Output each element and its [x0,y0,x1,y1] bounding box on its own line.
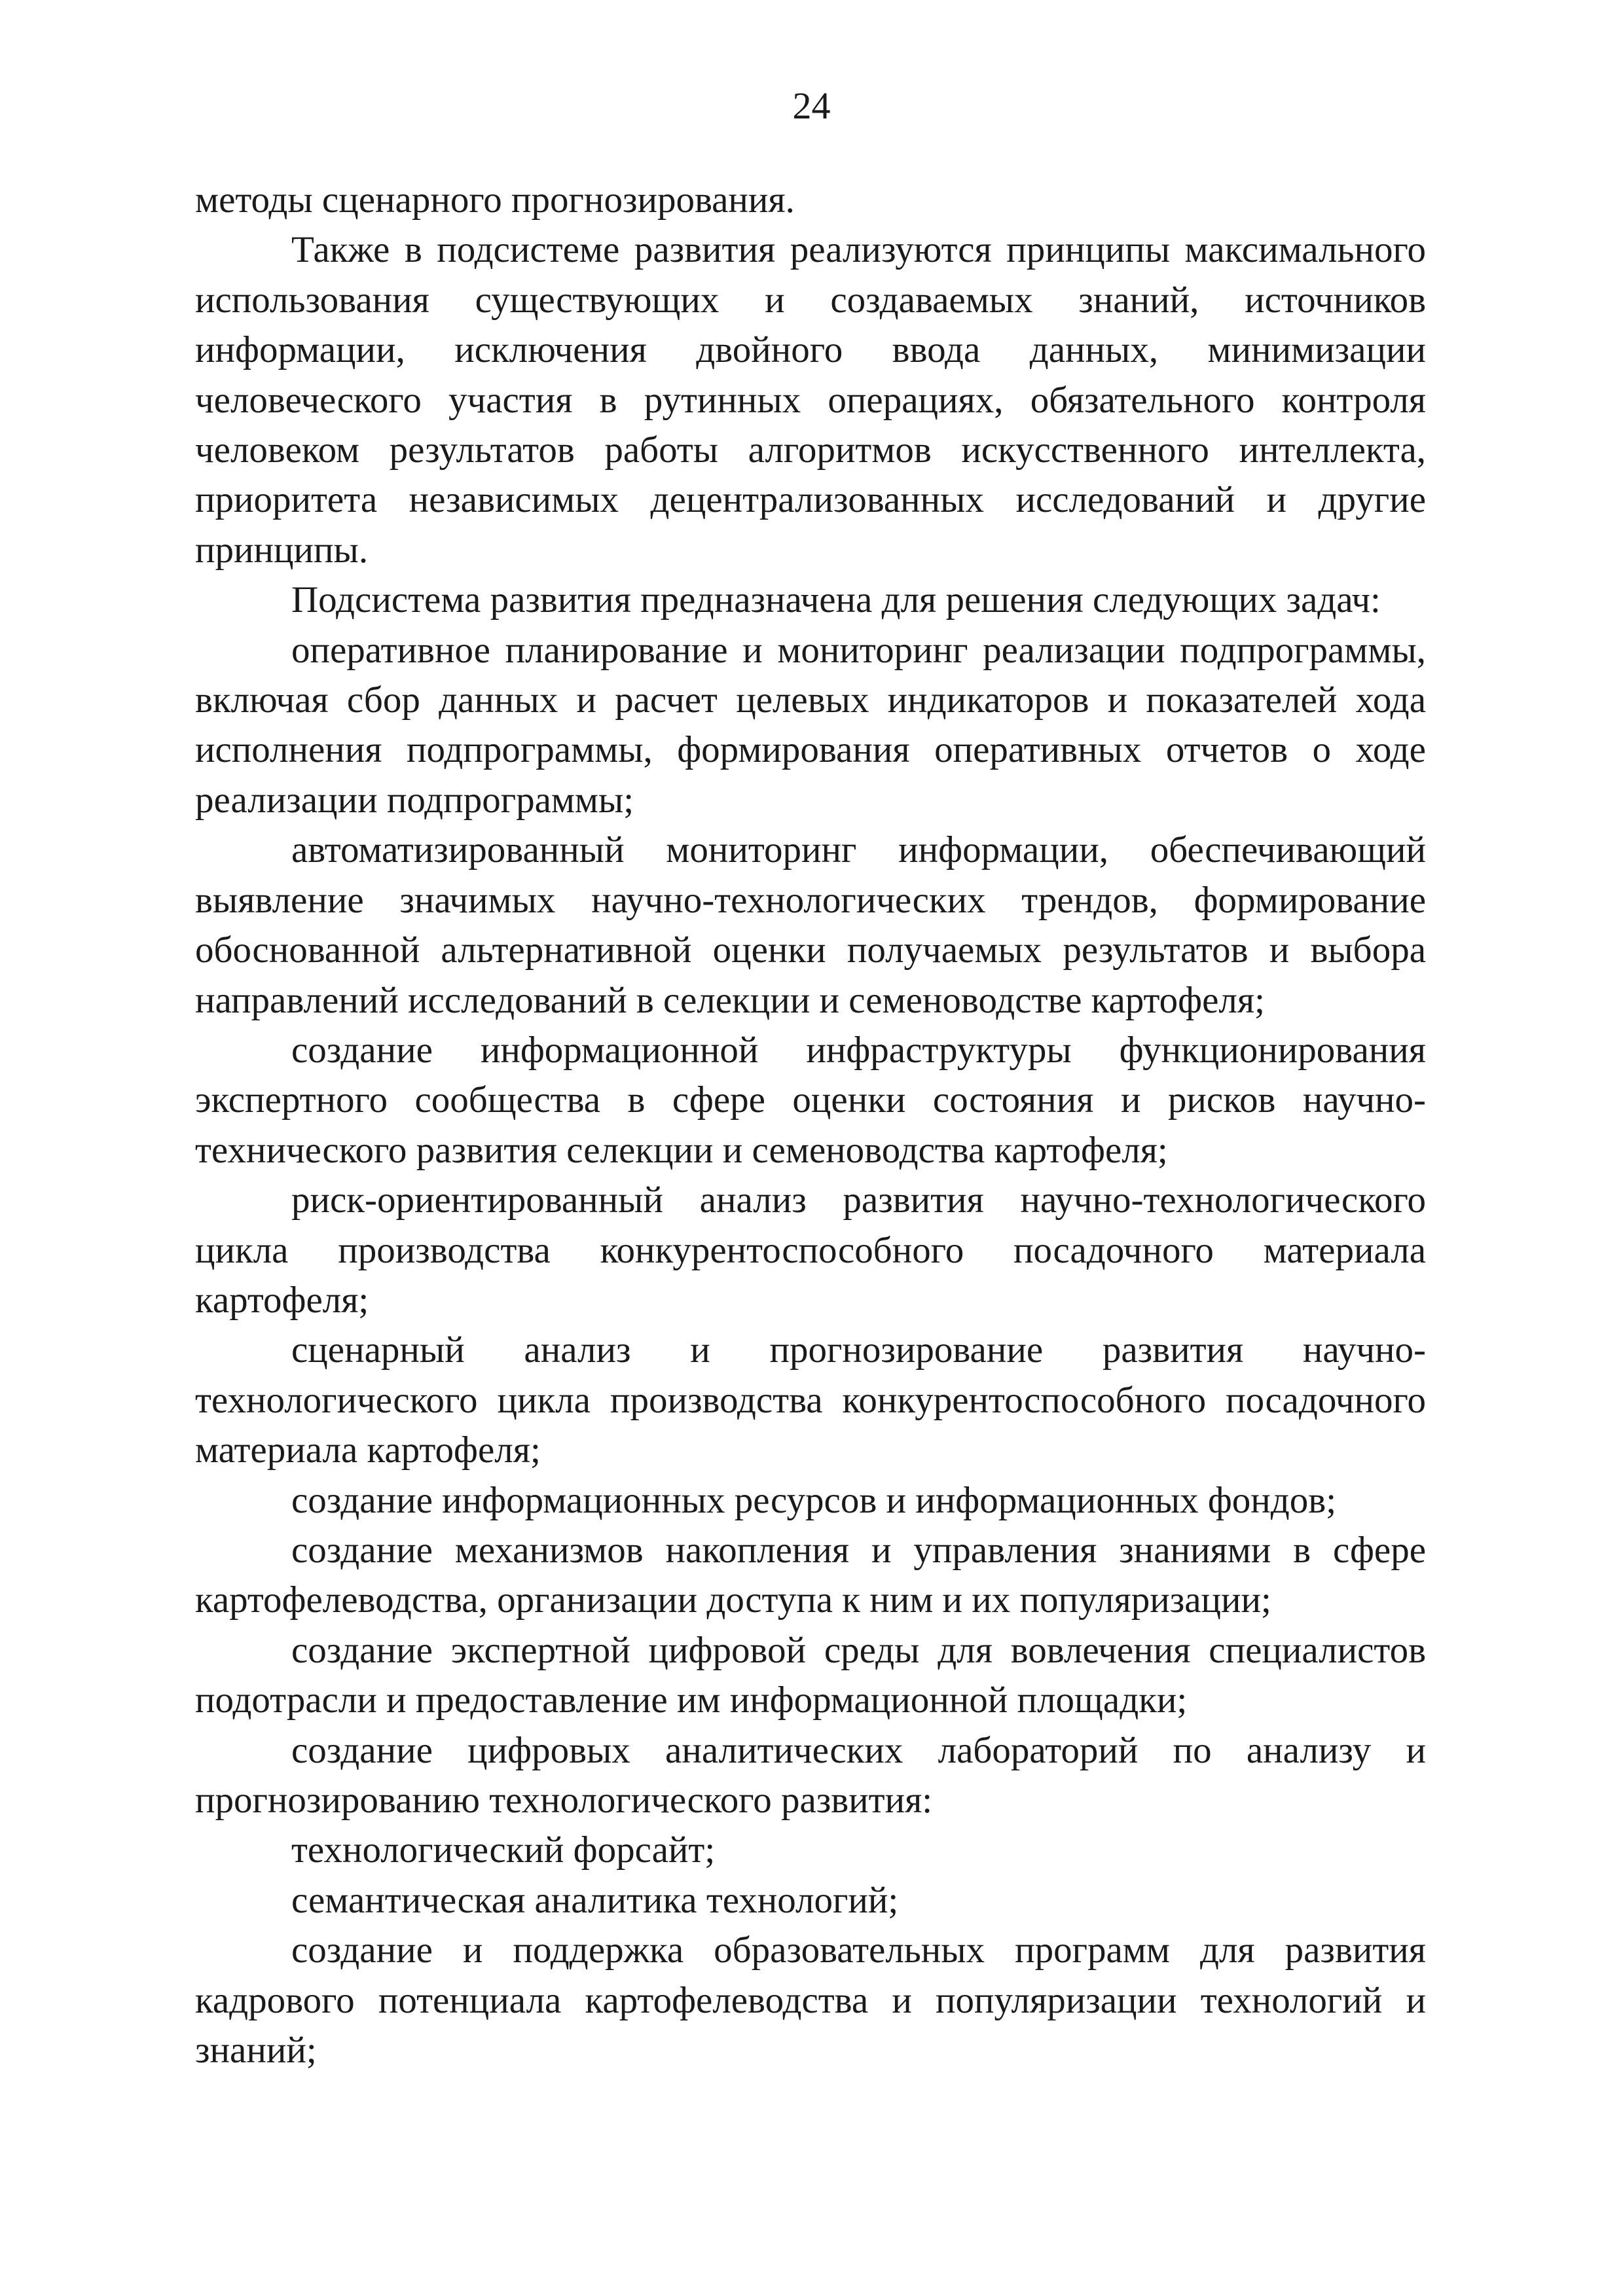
list-item-planning: оперативное планирование и мониторинг реализации подпрограммы, включая сбор данных и расчет целевых индикаторов и показателей хода исполнения подпрограммы, формирования оперативных отчетов о ходе реализации подпрограммы; [195,629,1426,821]
paragraph-continuation: методы сценарного прогнозирования. [195,179,795,221]
list-item-foresight: технологический форсайт; [291,1829,716,1871]
list-item-scenario-analysis: сценарный анализ и прогнозирование развития научно-технологического цикла производства конкурентоспособного посадочного материала картофеля; [195,1329,1426,1471]
paragraph-principles: Также в подсистеме развития реализуются принципы максимального использования существующих и создаваемых знаний, источников информации, исключения двойного ввода данных, минимизации человеческого участия в рутинных операциях, обязательного контроля человеком результатов работы алгоритмов искусственного интеллекта, приоритета независимых децентрализованных исследований и другие принципы. [195,229,1426,571]
list-item-infrastructure: создание информационной инфраструктуры функционирования экспертного сообщества в сфере оценки состояния и рисков научно-технического развития селекции и семеноводства картофеля; [195,1029,1426,1171]
list-item-monitoring: автоматизированный мониторинг информации, обеспечивающий выявление значимых научно-технологических трендов, формирование обоснованной альтернативной оценки получаемых результатов и выбора направлений исследований в селекции и семеноводстве картофеля; [195,829,1426,1021]
list-item-information-resources: создание информационных ресурсов и информационных фондов; [291,1479,1337,1521]
list-item-semantic-analytics: семантическая аналитика технологий; [291,1879,899,1921]
list-item-expert-environment: создание экспертной цифровой среды для вовлечения специалистов подотрасли и предоставление им информационной площадки; [195,1629,1426,1721]
list-item-digital-labs: создание цифровых аналитических лабораторий по анализу и прогнозированию технологического развития: [195,1729,1426,1821]
page-number: 24 [792,84,831,127]
list-item-risk-analysis: риск-ориентированный анализ развития научно-технологического цикла производства конкурентоспособного посадочного материала картофеля; [195,1179,1426,1321]
paragraph-tasks-intro: Подсистема развития предназначена для решения следующих задач: [291,579,1381,621]
document-body [195,175,1426,2075]
list-item-education: создание и поддержка образовательных программ для развития кадрового потенциала картофелеводства и популяризации технологий и знаний; [195,1929,1426,2072]
list-item-knowledge-management: создание механизмов накопления и управления знаниями в сфере картофелеводства, организации доступа к ним и их популяризации; [195,1529,1426,1621]
